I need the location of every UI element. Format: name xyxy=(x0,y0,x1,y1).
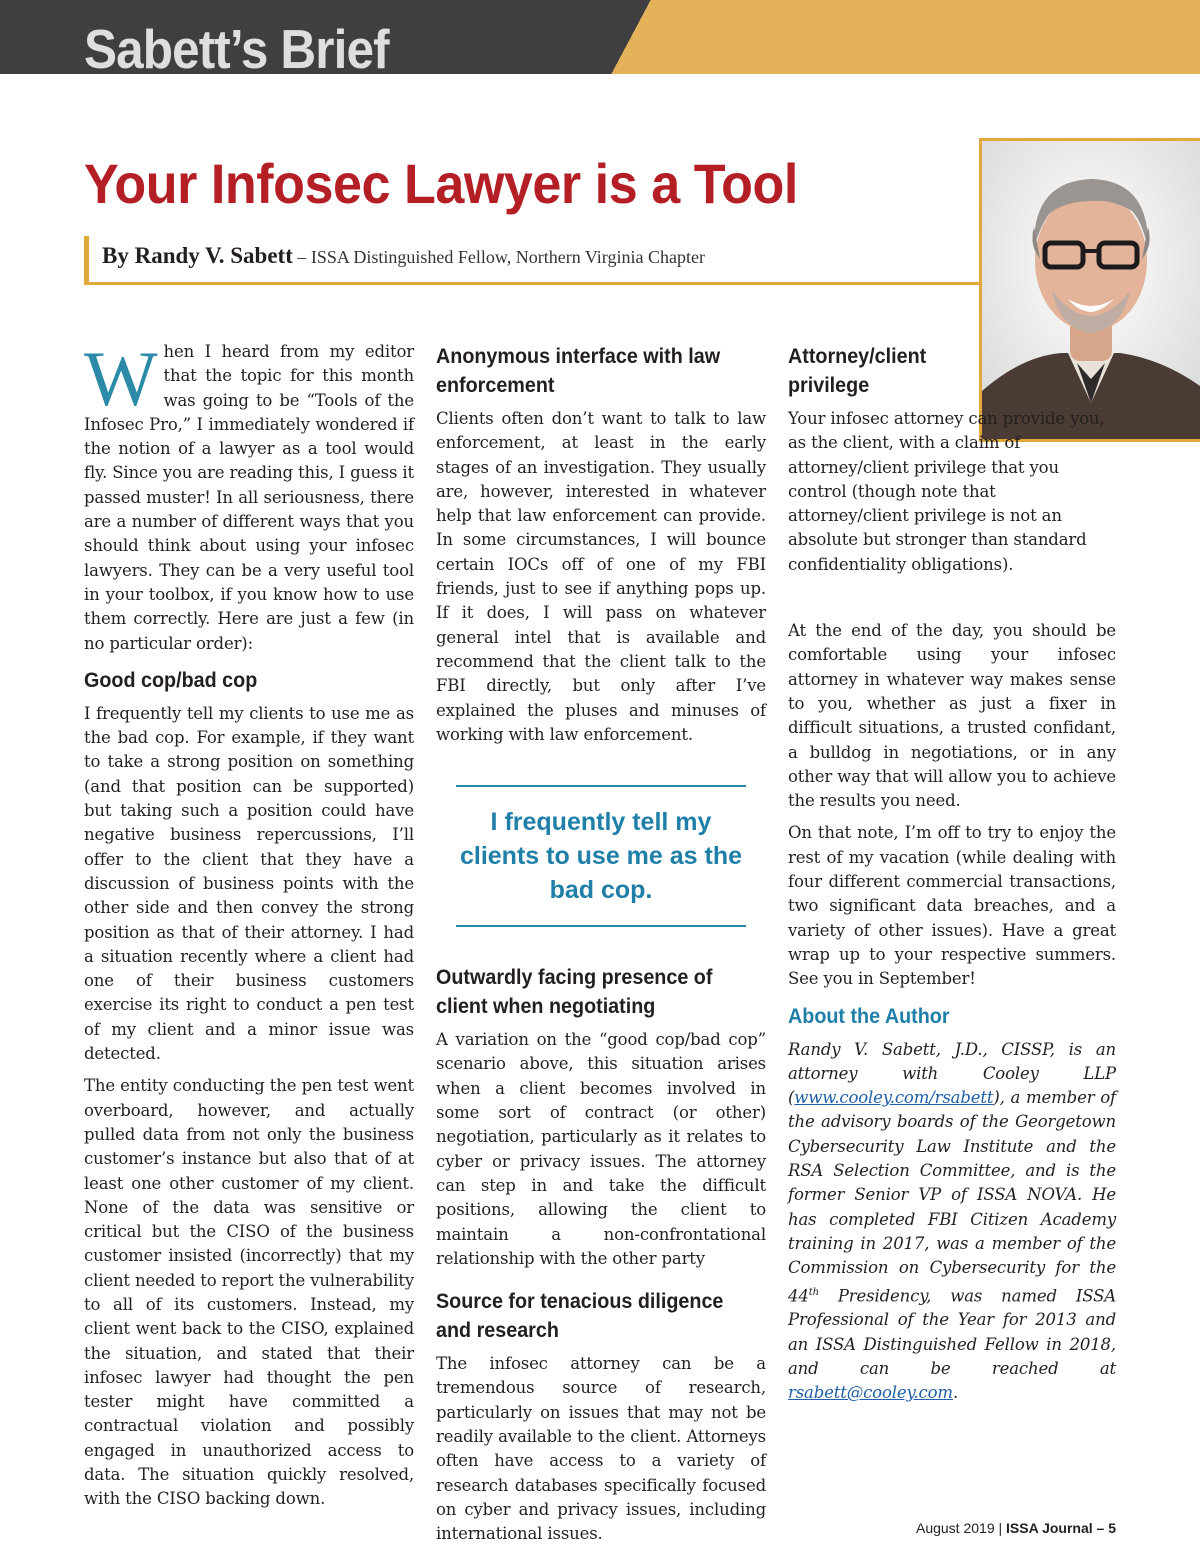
heading-line: Attorney/client xyxy=(788,345,927,368)
paragraph: On that note, I’m off to try to enjoy the rest of my vacation (while dealing with four different commercial transactions, two significant data breaches, and a variety of other issues). Have a great wrap up to your respective summers. See you in September! xyxy=(788,823,1116,989)
pull-quote-line: I frequently tell my xyxy=(490,808,712,837)
heading-line: and research xyxy=(436,1319,559,1343)
intro-paragraph xyxy=(84,335,414,656)
footer-date: August 2019 | xyxy=(915,1520,1007,1536)
byline-accent-bar xyxy=(84,236,89,284)
heading-line: privilege xyxy=(788,374,870,397)
spacer xyxy=(788,585,1116,619)
column-1 xyxy=(84,335,414,1520)
drop-cap: W xyxy=(84,335,158,422)
paragraph: The infosec attorney can be a tremendous source of research, particularly on issues that may not be readily available to the client. Attorneys often have access to a variety of research databases specifically focused on cyber and privacy issues, including international issues. xyxy=(436,1354,766,1544)
section-heading-privilege xyxy=(788,342,1096,400)
bio-text: Presidency, was named ISSA Professional of the Year for 2013 and an ISSA Distinguished Fellow in 2018, and can be reached at xyxy=(788,1286,1116,1378)
pull-quote xyxy=(456,785,746,927)
pull-quote-line: clients to use me as the xyxy=(459,842,743,871)
section-heading-good-cop: Good cop/bad cop xyxy=(84,668,258,692)
about-author-heading: About the Author xyxy=(788,1004,950,1028)
section-heading-anonymous-interface xyxy=(436,342,746,400)
paragraph: I frequently tell my clients to use me as the bad cop. For example, if they want to take a strong position on something (and that position can be supported) but taking such a position could have negative business repercussions, I’ll offer to the client that they have a discussion of business points with the other side and then convey the strong position as that of their attorney. I had a situation recently where a client had one of their business customers exercise its right to conduct a pen test of my client and a minor issue was detected. xyxy=(84,703,414,1064)
bio-text: ), a member of the advisory boards of the Georgetown Cybersecurity Law Institute and the RSA Selection Committee, and is the former Senior VP of ISSA NOVA. He has completed FBI Citizen Academy training in 2017, was a member of the Commission on Cybersecurity for the 44 xyxy=(788,1088,1116,1305)
bio-text: . xyxy=(952,1383,959,1403)
author-website-link[interactable]: www.cooley.com/rsabett xyxy=(794,1088,994,1108)
author-affiliation: – ISSA Distinguished Fellow, Northern Virginia Chapter xyxy=(292,247,705,267)
intro-text: hen I heard from my editor that the topic for this month was going to be “Tools of the Infosec Pro,” I immediately wondered if the notion of a lawyer as a tool would fly. Since you are reading this, I guess it passed muster! In all seriousness, there are a number of different ways that you should think about using your infosec lawyers. They can be a very useful tool in your toolbox, if you know how to use them correctly. Here are just a few (in no particular order): xyxy=(84,342,414,653)
bio-text: Randy V. Sabett, J.D., CISSP, is an attorney with Cooley LLP ( xyxy=(788,1039,1116,1108)
page-footer xyxy=(916,1520,1116,1536)
heading-line: Outwardly facing presence of xyxy=(436,966,713,990)
footer-journal: ISSA Journal – 5 xyxy=(1006,1520,1116,1536)
pull-quote-line: bad cop. xyxy=(549,876,653,905)
section-heading-outwardly-facing xyxy=(436,963,746,1021)
paragraph: At the end of the day, you should be comfortable using your infosec attorney in whatever way makes sense to you, whether as just a fixer in difficult situations, a trusted confidant, a bulldog in negotiations, or in any other way that will allow you to achieve the results you need. xyxy=(788,621,1116,811)
heading-line: Anonymous interface with law xyxy=(436,345,721,368)
paragraph: The entity conducting the pen test went overboard, however, and actually pulled data from not only the business customer’s instance but also that of at least one other customer of my client. None of the data was sensitive or critical but the CISO of the business customer insisted (incorrectly) that my client needed to report the vulnerability to all of its customers. Instead, my client went back to the CISO, explained the situation, and stated that their infosec lawyer had thought the pen tester might have committed a contractual violation and possibly engaged in unauthorized access to data. The situation quickly resolved, with the CISO backing down. xyxy=(84,1076,414,1509)
heading-line: Source for tenacious diligence xyxy=(436,1290,724,1314)
heading-line: client when negotiating xyxy=(436,995,656,1019)
paragraph: Clients often don’t want to talk to law enforcement, at least in the early stages of an investigation. They usually are, however, interested in whatever help that law enforcement can provide. In some circumstances, I will bounce certain IOCs off of one of my FBI friends, just to see if anything pops up. If it does, I will pass on whatever general intel that is available and recommend that the client talk to the FBI directly, but only after I’ve explained the pluses and minuses of working with law enforcement. xyxy=(436,409,766,744)
heading-line: enforcement xyxy=(436,374,555,397)
column-2 xyxy=(436,340,766,1555)
paragraph: Your infosec attorney can provide you, as the client, with a claim of attorney/client privilege that you control (though note that attorney/client privilege is not an absolute but stronger than standard confidentiality obligations). xyxy=(788,409,1105,574)
author-email-link[interactable]: rsabett@cooley.com xyxy=(788,1383,953,1403)
paragraph: A variation on the “good cop/bad cop” scenario above, this situation arises when a client becomes involved in some sort of contract (or other) negotiation, particularly as it relates to cyber or privacy issues. The attorney can step in and take the difficult positions, allowing the client to maintain a non-confrontational relationship with the other party xyxy=(436,1030,766,1268)
section-title: Sabett’s Brief xyxy=(84,18,389,80)
bio-superscript: th xyxy=(808,1286,819,1298)
author-bio xyxy=(788,1038,1116,1406)
column-3 xyxy=(788,340,1116,1413)
byline xyxy=(102,240,705,275)
byline-rule xyxy=(84,282,980,285)
section-heading-diligence xyxy=(436,1287,746,1345)
article-title: Your Infosec Lawyer is a Tool xyxy=(84,152,798,215)
author-name: By Randy V. Sabett xyxy=(102,243,293,268)
